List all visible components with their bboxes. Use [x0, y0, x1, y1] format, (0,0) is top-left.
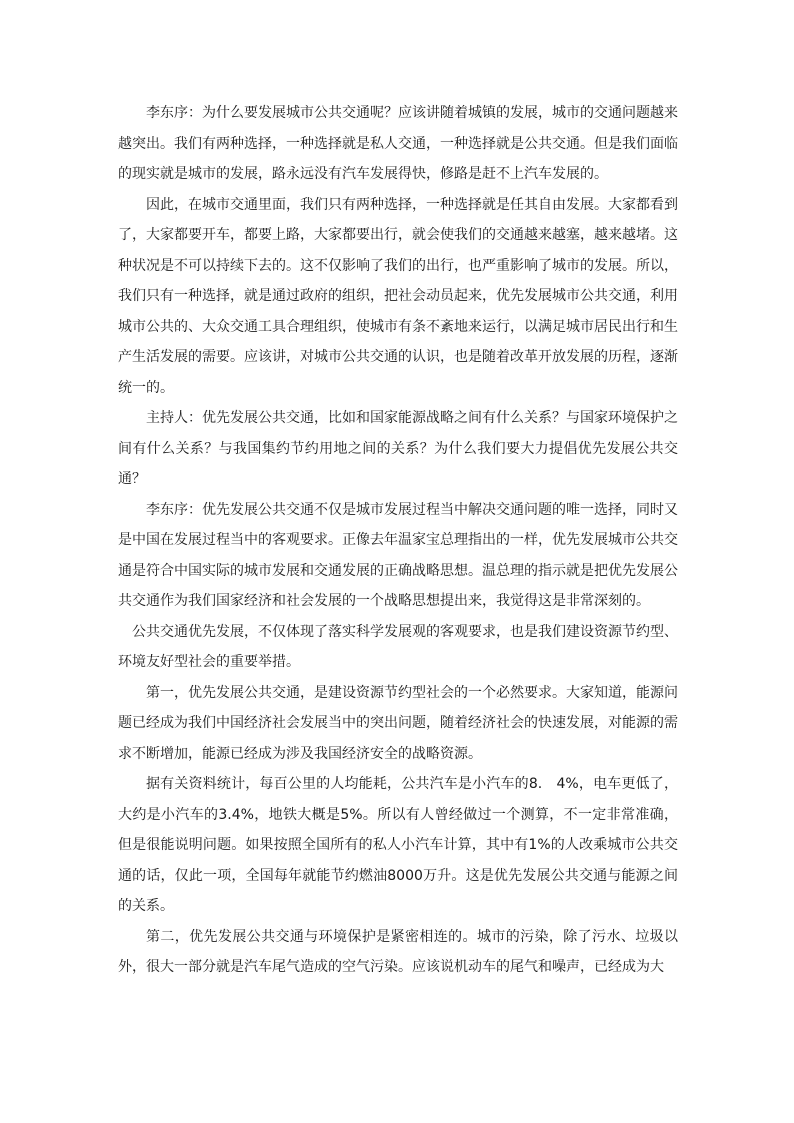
paragraph-6: 第一，优先发展公共交通，是建设资源节约型社会的一个必然要求。大家知道，能源问题已经成为我们中国经济社会发展当中的突出问题，随着经济社会的快速发展，对能源的需求不断增加，能源已经成为涉及我国经济安全的战略资源。: [118, 684, 678, 762]
paragraph-3: 主持人：优先发展公共交通，比如和国家能源战略之间有什么关系？与国家环境保护之间有什么关系？与我国集约节约用地之间的关系？为什么我们要大力提倡优先发展公共交通？: [118, 410, 678, 487]
paragraph-1: 李东序：为什么要发展城市公共交通呢？应该讲随着城镇的发展，城市的交通问题越来越突出。我们有两种选择，一种选择就是私人交通，一种选择就是公共交通。但是我们面临的现实就是城市的发展，路永远没有汽车发展得快，修路是赶不上汽车发展的。: [118, 105, 678, 182]
paragraph-4: 李东序：优先发展公共交通不仅是城市发展过程当中解决交通问题的唯一选择，同时又是中国在发展过程当中的客观要求。正像去年温家宝总理指出的一样，优先发展城市公共交通是符合中国实际的城市发展和交通发展的正确战略思想。温总理的指示就是把优先发展公共交通作为我们国家经济和社会发展的一个战略思想提出来，我觉得这是非常深刻的。: [118, 501, 678, 609]
paragraph-2: 因此，在城市交通里面，我们只有两种选择，一种选择就是任其自由发展。大家都看到了，大家都要开车，都要上路，大家都要出行，就会使我们的交通越来越塞，越来越堵。这种状况是不可以持续下去的。这不仅影响了我们的出行，也严重影响了城市的发展。所以，我们只有一种选择，就是通过政府的组织，把社会动员起来，优先发展城市公共交通，利用城市公共的、大众交通工具合理组织，使城市有条不紊地来运行，以满足城市居民出行和生产生活发展的需要。应该讲，对城市公共交通的认识，也是随着改革开放发展的历程，逐渐统一的。: [118, 196, 678, 396]
document-body: [118, 98, 678, 983]
paragraph-8: 第二，优先发展公共交通与环境保护是紧密相连的。城市的污染，除了污水、垃圾以外，很大一部分就是汽车尾气造成的空气污染。应该说机动车的尾气和噪声，已经成为大: [118, 928, 678, 975]
paragraph-5: 公共交通优先发展，不仅体现了落实科学发展观的客观要求，也是我们建设资源节约型、环境友好型社会的重要举措。: [118, 623, 678, 670]
paragraph-7: 据有关资料统计，每百公里的人均能耗，公共汽车是小汽车的8. 4%，电车更低了，大约是小汽车的3.4%，地铁大概是5%。所以有人曾经做过一个测算，不一定非常准确，但是很能说明问题。如果按照全国所有的私人小汽车计算，其中有1%的人改乘城市公共交通的话，仅此一项，全国每年就能节约燃油8000万升。这是优先发展公共交通与能源之间的关系。: [118, 776, 678, 914]
